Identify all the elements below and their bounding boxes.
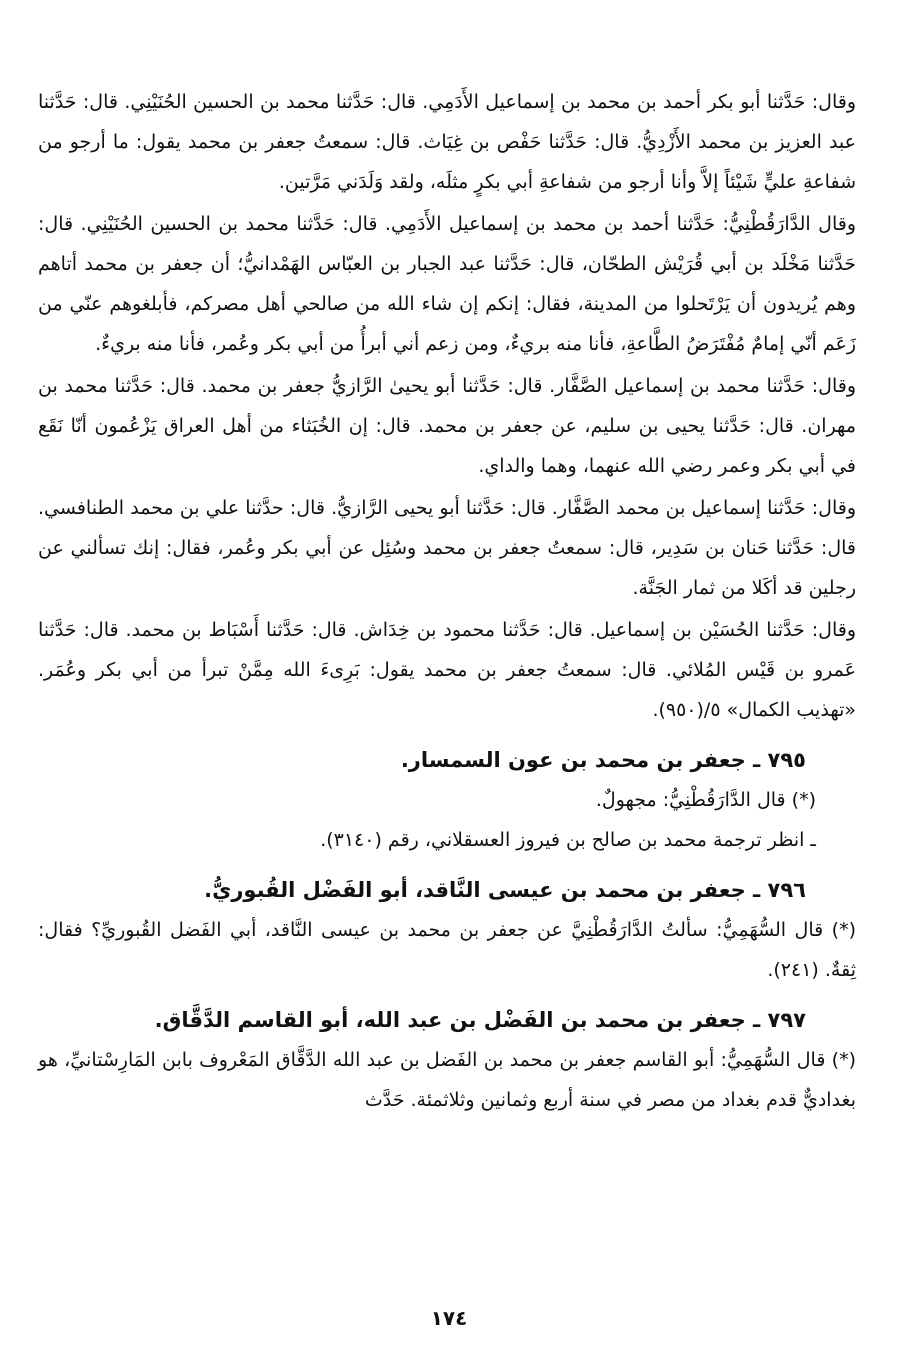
paragraph-5: وقال: حَدَّثنا الحُسَيْن بن إسماعيل. قال: حَدَّثنا محمود بن خِدَاش. قال: حَدَّثنا أَسْبَاط بن محمد. قال: حَدَّثنا عَمرو بن قَيْس المُلائي. قال: سمعتُ جعفر بن محمد يقول: بَرِىءَ الله مِمَّنْ تبرأ من أبي بكر وعُمَر. «تهذيب الكمال» ٥/(٩٥٠). <box>38 619 856 721</box>
paragraph-4: وقال: حَدَّثنا إسماعيل بن محمد الصَّفَّار. قال: حَدَّثنا أبو يحيى الرَّازيُّ. قال: حدَّثنا علي بن محمد الطنافسي. قال: حَدَّثنا حَنان بن سَدِير، قال: سمعتُ جعفر بن محمد وسُئِل عن أبي بكر وعُمر، فقال: إنك تسألني عن رجلين قد أكَلا من ثمار الجَنَّة. <box>38 497 856 599</box>
page-content <box>38 82 856 1120</box>
entry-796-title: ٧٩٦ ـ جعفر بن محمد بن عيسى النَّاقد، أبو الفَضْل القُبوريُّ. <box>204 878 806 902</box>
entry-797-title: ٧٩٧ ـ جعفر بن محمد بن الفَضْل بن عبد الله، أبو القاسم الدَّقَّاق. <box>154 1008 806 1032</box>
entry-797-text: (*) قال السُّهَمِيُّ: أبو القاسم جعفر بن محمد بن الفَضل بن عبد الله الدَّقَّاق المَعْروف بابن المَارِسْتانيِّ، هو بغداديٌّ قدم بغداد من مصر في سنة أربع وثمانين وثلاثمئة. حَدَّث <box>38 1049 856 1111</box>
page-number: ١٧٤ <box>430 1306 468 1330</box>
paragraph-1: وقال: حَدَّثنا أبو بكر أحمد بن محمد بن إسماعيل الأَدَمِي. قال: حَدَّثنا محمد بن الحسين الحُنَيْنِي. قال: حَدَّثنا عبد العزيز بن محمد الأَزْدِيُّ. قال: حَدَّثنا حَفْص بن غِيَاث. قال: سمعتُ جعفر بن محمد يقول: ما أرجو من شفاعةِ عليٍّ شَيْئاً إلاَّ وأنا أرجو من شفاعةِ أبي بكرٍ مثلَه، ولقد وَلَدَني مَرَّتين. <box>38 91 856 193</box>
entry-795-line-2: ـ انظر ترجمة محمد بن صالح بن فيروز العسقلاني، رقم (٣١٤٠). <box>320 829 816 851</box>
paragraph-3: وقال: حَدَّثنا محمد بن إسماعيل الصَّفَّار. قال: حَدَّثنا أبو يحيىٰ الرَّازيُّ جعفر بن محمد. قال: حَدَّثنا محمد بن مهران. قال: حَدَّثنا يحيى بن سليم، عن جعفر بن محمد. قال: إن الخُبَثاء من أهل العراق يَزْعُمون أنّا نَقَع في أبي بكر وعمر رضي الله عنهما، وهما والداي. <box>38 375 856 477</box>
paragraph-2: وقال الدَّارَقُطْنِيُّ: حَدَّثنا أحمد بن محمد بن إسماعيل الأَدَمِي. قال: حَدَّثنا محمد بن الحسين الحُنَيْنِي. قال: حَدَّثنا مَخْلَد بن أبي قُرَيْش الطحّان، قال: حَدَّثنا عبد الجبار بن العبّاس الهَمْدانيُّ؛ أن جعفر بن محمد أتاهم وهم يُريدون أن يَرْتَحلوا من المدينة، فقال: إنكم إن شاء الله من صالحي أهل مصركم، فأبلغوهم عنّي من زَعَم أنّي إمامٌ مُفْتَرَضُ الطَّاعةِ، فأنا منه بريءٌ، ومن زعم أني أبرأُ من أبي بكر وعُمر، فأنا منه بريءٌ. <box>38 213 856 355</box>
entry-795-title: ٧٩٥ ـ جعفر بن محمد بن عون السمسار. <box>400 748 806 772</box>
entry-795-line-1: (*) قال الدَّارَقُطْنِيُّ: مجهولٌ. <box>595 789 816 811</box>
entry-796-text: (*) قال السُّهَمِيُّ: سألتُ الدَّارَقُطْنِيَّ عن جعفر بن محمد بن عيسى النَّاقد، أبي الفَضل القُبوريِّ؟ فقال: ثِقةٌ. (٢٤١). <box>38 919 856 981</box>
